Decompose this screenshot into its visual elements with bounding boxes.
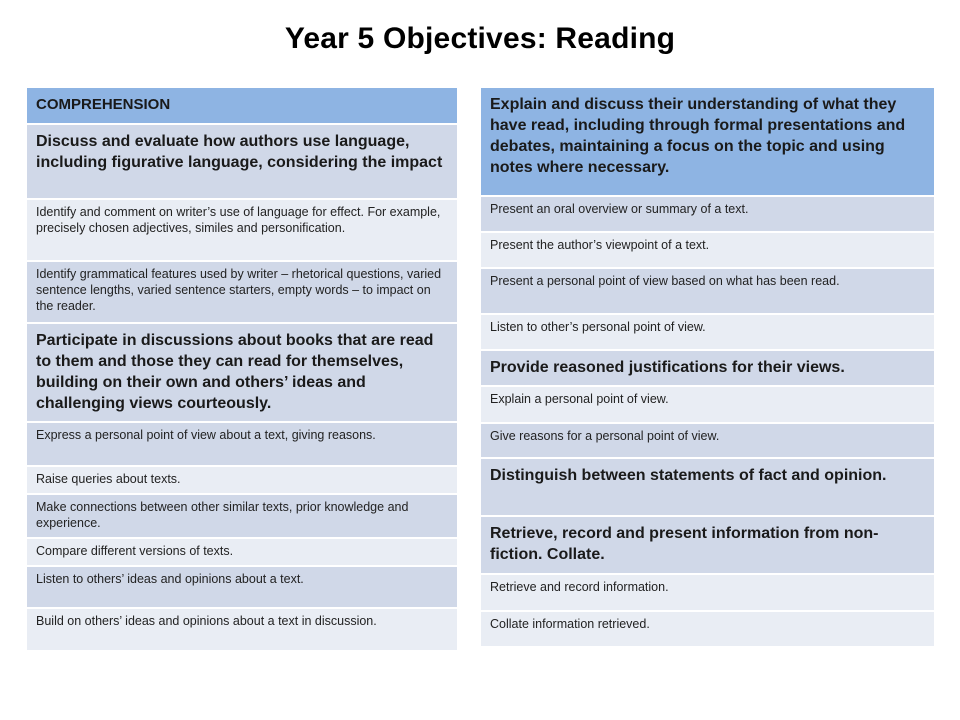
sub-objective-row: Raise queries about texts. [27,467,457,495]
sub-objective-row: Express a personal point of view about a text, giving reasons. [27,423,457,467]
sub-objective-row: Present the author’s viewpoint of a text. [481,233,934,269]
sub-objective-row: Retrieve and record information. [481,575,934,612]
sub-objective-row: Compare different versions of texts. [27,539,457,567]
sub-objective-row: Identify and comment on writer’s use of language for effect. For example, precisely chosen adjectives, similes and personification. [27,200,457,262]
sub-objective-row: Listen to other’s personal point of view. [481,315,934,351]
objective-row: Explain and discuss their understanding of what they have read, including through formal presentations and debates, maintaining a focus on the topic and using notes where necessary. [481,88,934,197]
sub-objective-row: Build on others’ ideas and opinions about a text in discussion. [27,609,457,652]
sub-objective-row: Present an oral overview or summary of a text. [481,197,934,233]
sub-objective-row: Make connections between other similar texts, prior knowledge and experience. [27,495,457,539]
objective-row: Retrieve, record and present information from non-fiction. Collate. [481,517,934,575]
sub-objective-row: Identify grammatical features used by writer – rhetorical questions, varied sentence lengths, varied sentence starters, empty words – to impact on the reader. [27,262,457,324]
objective-row: Provide reasoned justifications for their views. [481,351,934,387]
sub-objective-row: Listen to others’ ideas and opinions about a text. [27,567,457,609]
comprehension-table [27,88,457,652]
sub-objective-row: Explain a personal point of view. [481,387,934,424]
sub-objective-row: Collate information retrieved. [481,612,934,648]
objective-row: Discuss and evaluate how authors use language, including figurative language, considering the impact [27,125,457,200]
page-title: Year 5 Objectives: Reading [284,22,676,55]
objective-row: Participate in discussions about books that are read to them and those they can read for themselves, building on their own and others’ ideas and challenging views courteously. [27,324,457,423]
objectives-table-right [481,88,934,648]
sub-objective-row: Give reasons for a personal point of view. [481,424,934,459]
objective-row: Distinguish between statements of fact and opinion. [481,459,934,517]
sub-objective-row: Present a personal point of view based on what has been read. [481,269,934,315]
table-header-comprehension: COMPREHENSION [27,88,457,125]
